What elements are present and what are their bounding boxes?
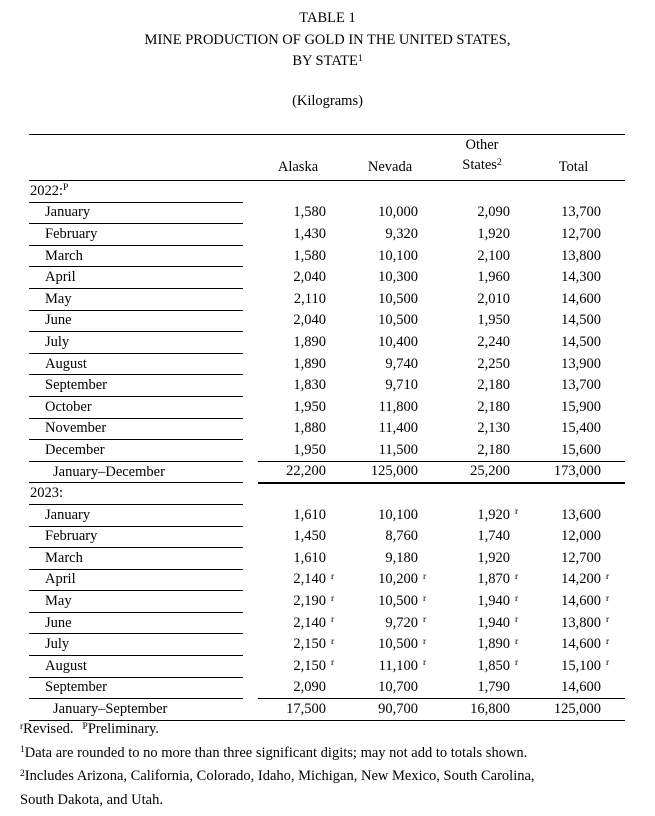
preliminary-marker: P [82,721,88,732]
table-cell: 13,700 [561,204,601,221]
row-label: July [29,634,243,656]
row-label: November [29,418,243,440]
header-row [29,135,625,181]
row-label: September [29,375,243,397]
table-row [29,332,625,354]
table-row [29,677,625,699]
table-cell: 2,140 r [293,614,335,631]
table-cell: 2,130 [477,420,510,437]
table-row [29,375,625,397]
table-cell: 8,760 [385,528,418,545]
table-cell: 11,400 [378,420,418,437]
table-cell: 1,960 [477,269,510,286]
footnote-revised-preliminary: $^r$Revised. $^P$Preliminary. [20,721,159,737]
row-label: July [29,332,243,354]
revised-marker: r [20,721,24,732]
table-cell: 1,450 [293,528,326,545]
row-label: March [29,245,243,267]
table-cell: 1,830 [293,377,326,394]
row-label: March [29,548,243,570]
table-cell: 2,180 [477,441,510,458]
table-cell: 1,940 r [477,593,519,610]
table-row [29,612,625,634]
production-table-wrapper [29,134,625,721]
footnote-2-line-1: $^2$Includes Arizona, California, Colorado, Idaho, Michigan, New Mexico, South Carolina, [20,768,535,785]
table-cell: 10,400 [378,333,418,350]
table-row [29,440,625,462]
table-row [29,202,625,224]
table-cell: 2,150 r [293,636,335,653]
table-cell: 12,700 [561,549,601,566]
table-cell: 10,500 [378,290,418,307]
table-cell: 13,900 [561,355,601,372]
column-header-other-states: Other States$^2$ [442,135,534,181]
table-cell: 125,000 [350,461,442,483]
footnote-marker-1: 1 [357,53,363,64]
table-cell: 15,100 r [561,657,610,674]
row-label: January [29,202,243,224]
preliminary-marker: P [63,183,69,194]
table-cell: 11,100 r [378,657,427,674]
table-cell: 17,500 [258,699,350,721]
table-cell: 2,040 [293,269,326,286]
table-cell: 90,700 [350,699,442,721]
table-row [29,267,625,289]
column-header-total: Total [534,135,625,181]
table-row [29,353,625,375]
row-label: February [29,224,243,246]
table-row [29,548,625,570]
table-cell: 2,250 [477,355,510,372]
table-cell: 10,500 r [378,593,427,610]
title-line-3: BY STATE$^1$ [292,53,363,69]
table-cell: 10,500 r [378,636,427,653]
table-cell: 10,300 [378,269,418,286]
total-row-label: January–December [29,461,243,483]
table-row [29,656,625,678]
row-label: June [29,612,243,634]
table-cell: 22,200 [258,461,350,483]
table-cell: 14,600 r [561,636,610,653]
table-cell: 2,010 [477,290,510,307]
table-cell: 14,600 r [561,593,610,610]
table-cell: 10,100 [378,506,418,523]
table-cell: 1,940 r [477,614,519,631]
table-cell: 2,240 [477,333,510,350]
table-row [29,288,625,310]
units-subtitle: (Kilograms) [292,93,363,109]
table-cell: 9,320 [385,225,418,242]
table-cell: 14,200 r [561,571,610,588]
table-row [29,569,625,591]
table-cell: 13,800 [561,247,601,264]
table-cell: 2,040 [293,312,326,329]
table-row [29,310,625,332]
table-cell: 1,610 [293,506,326,523]
table-cell: 10,200 r [378,571,427,588]
table-cell: 2,150 r [293,657,335,674]
table-cell: 14,500 [561,312,601,329]
row-label: April [29,569,243,591]
table-cell: 14,600 [561,679,601,696]
table-cell: 9,180 [385,549,418,566]
table-cell: 1,890 [293,355,326,372]
table-cell: 14,300 [561,269,601,286]
table-cell: 13,600 [561,506,601,523]
year-label: 2023: [29,483,243,505]
table-cell: 9,720 r [385,614,427,631]
table-row [29,526,625,548]
table-cell: 9,740 [385,355,418,372]
table-cell: 2,180 [477,377,510,394]
table-cell: 1,790 [477,679,510,696]
table-cell: 2,190 r [293,593,335,610]
row-label: October [29,396,243,418]
table-cell: 12,000 [561,528,601,545]
row-label: May [29,288,243,310]
row-label: August [29,656,243,678]
table-cell: 14,500 [561,333,601,350]
table-cell: 1,610 [293,549,326,566]
table-cell: 15,400 [561,420,601,437]
table-cell: 10,700 [378,679,418,696]
table-cell: 2,180 [477,398,510,415]
table-row [29,418,625,440]
year-label: 2022:$^P$ [29,181,243,203]
table-cell: 1,920 [477,225,510,242]
title-line-1: TABLE 1 [299,10,356,26]
table-cell: 1,950 [477,312,510,329]
year-row-2022 [29,181,625,203]
row-label: February [29,526,243,548]
table-cell: 10,500 [378,312,418,329]
production-table [29,134,625,721]
table-cell: 173,000 [534,461,625,483]
table-cell: 1,870 r [477,571,519,588]
column-header-alaska: Alaska [258,135,350,181]
table-cell: 13,700 [561,377,601,394]
table-title [0,8,655,75]
table-cell: 1,850 r [477,657,519,674]
table-cell: 11,800 [378,398,418,415]
footnote-1: $^1$Data are rounded to no more than three significant digits; may not add to totals shown. [20,744,528,761]
header-spacer [243,135,258,181]
table-cell: 1,890 [293,333,326,350]
year-row-2023 [29,483,625,505]
table-cell: 25,200 [442,461,534,483]
table-cell: 1,430 [293,225,326,242]
row-label: April [29,267,243,289]
table-cell: 1,920 r [477,506,519,523]
table-row [29,396,625,418]
table-row [29,245,625,267]
table-cell: 13,800 r [561,614,610,631]
table-cell: 11,500 [378,441,418,458]
table-cell: 12,700 [561,225,601,242]
table-cell: 1,950 [293,441,326,458]
total-row-2022 [29,461,625,483]
total-row-2023 [29,699,625,721]
table-row [29,504,625,526]
table-row [29,224,625,246]
table-cell: 1,580 [293,204,326,221]
footnote-2-line-2: South Dakota, and Utah. [20,792,163,809]
table-cell: 1,880 [293,420,326,437]
table-cell: 2,090 [477,204,510,221]
table-cell: 2,110 [293,290,326,307]
title-line-2: MINE PRODUCTION OF GOLD IN THE UNITED STATES, [144,31,511,48]
table-cell: 1,890 r [477,636,519,653]
table-cell: 15,900 [561,398,601,415]
table-cell: 16,800 [442,699,534,721]
table-cell: 1,920 [477,549,510,566]
table-cell: 1,740 [477,528,510,545]
table-cell: 15,600 [561,441,601,458]
table-cell: 1,950 [293,398,326,415]
row-label: September [29,677,243,699]
table-cell: 2,100 [477,247,510,264]
table-cell: 9,710 [385,377,418,394]
row-label: January [29,504,243,526]
table-row [29,591,625,613]
table-cell: 14,600 [561,290,601,307]
row-label: June [29,310,243,332]
table-cell: 2,090 [293,679,326,696]
column-header-nevada: Nevada [350,135,442,181]
table-row [29,634,625,656]
header-empty [29,135,243,181]
table-cell: 2,140 r [293,571,335,588]
table-cell: 1,580 [293,247,326,264]
table-cell: 10,000 [378,204,418,221]
table-cell: 125,000 [534,699,625,721]
total-row-label: January–September [53,701,168,718]
row-label: December [29,440,243,462]
row-label: May [29,591,243,613]
footnote-marker-2: 2 [496,157,502,168]
table-cell: 10,100 [378,247,418,264]
footnotes [20,719,645,812]
row-label: August [29,353,243,375]
